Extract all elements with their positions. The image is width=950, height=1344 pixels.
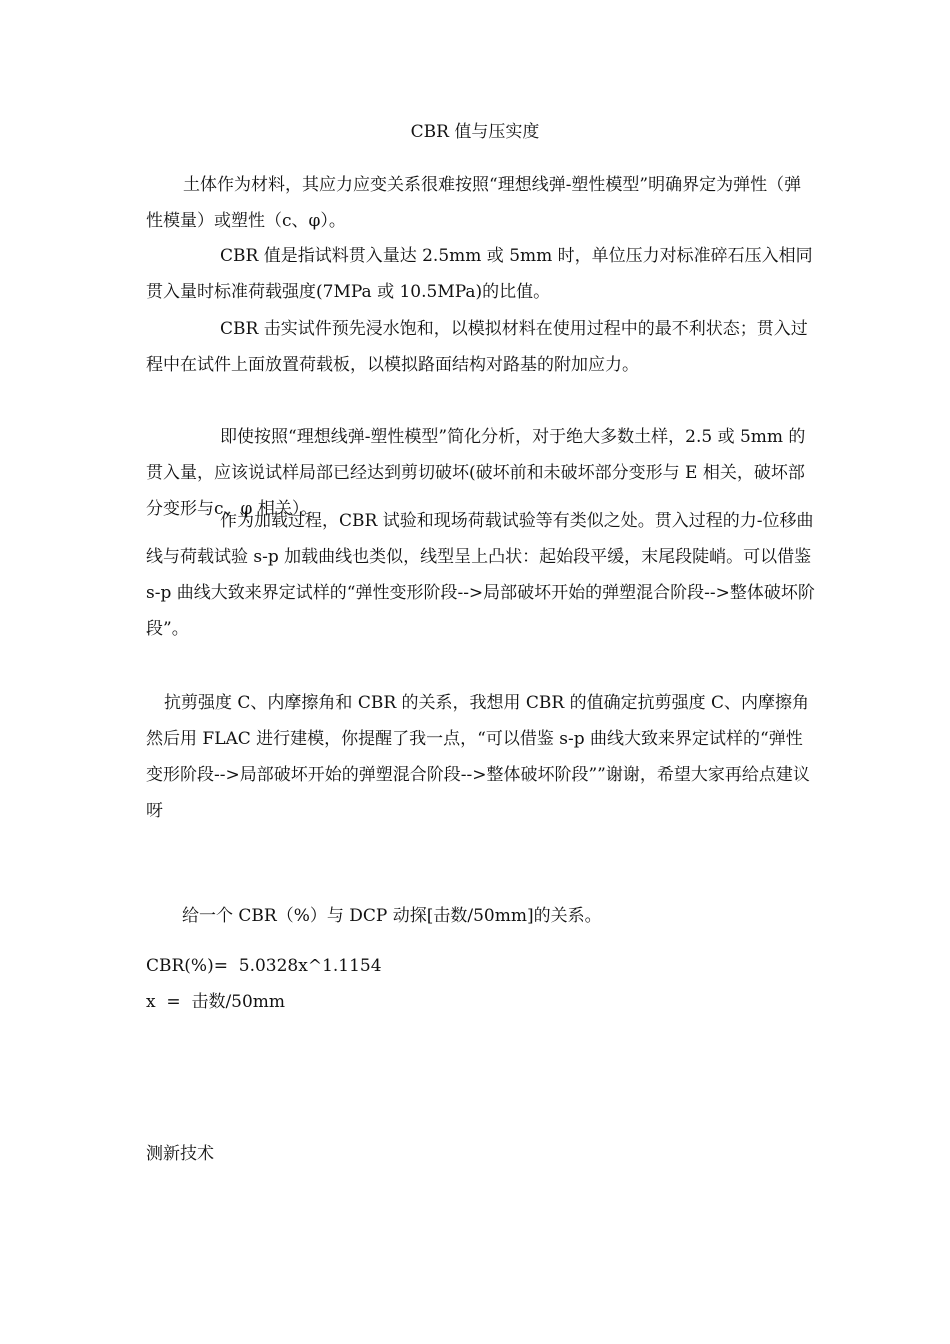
paragraph-cbr-soaking: CBR 击实试件预先浸水饱和，以模拟材料在使用过程中的最不利状态；贯入过程中在试件上面放置荷载板，以模拟路面结构对路基的附加应力。 <box>146 319 808 375</box>
paragraph-cbr-definition: CBR 值是指试料贯入量达 2.5mm 或 5mm 时，单位压力对标准碎石压入相同贯入量时标准荷载强度(7MPa 或 10.5MPa)的比值。 <box>146 246 813 302</box>
paragraph-shear-strength-question: 抗剪强度 C、内摩擦角和 CBR 的关系，我想用 CBR 的值确定抗剪强度 C、内摩擦角然后用 FLAC 进行建模，你提醒了我一点，“可以借鉴 s-p 曲线大致来界定试样的“弹性变形阶段-->局部破坏开始的弹塑混合阶段-->整体破坏阶段””谢谢，希望大家再给点建议呀 <box>146 693 810 821</box>
footer-text: 测新技术 <box>146 1144 214 1164</box>
paragraph-loading-process: 作为加载过程，CBR 试验和现场荷载试验等有类似之处。贯入过程的力-位移曲线与荷载试验 s-p 加载曲线也类似，线型呈上凸状：起始段平缓，末尾段陡峭。可以借鉴 s-p 曲线大致来界定试样的“弹性变形阶段-->局部破坏开始的弹塑混合阶段-->整体破坏阶段”。 <box>146 511 815 639</box>
paragraph-soil-material: 土体作为材料，其应力应变关系很难按照“理想线弹-塑性模型”明确界定为弹性（弹性模量）或塑性（c、φ）。 <box>146 175 802 231</box>
dcp-relation-intro: 给一个 CBR（%）与 DCP 动探[击数/50mm]的关系。 <box>182 906 602 926</box>
document-title: CBR 值与压实度 <box>410 122 540 142</box>
paragraph-penetration-analysis: 即使按照“理想线弹-塑性模型”简化分析，对于绝大多数土样，2.5 或 5mm 的贯入量，应该说试样局部已经达到剪切破坏(破坏前和未破坏部分变形与 E 相关，破坏部分变形与c、φ 相关）。 <box>146 427 806 519</box>
cbr-formula: CBR(%)= 5.0328x^1.1154 <box>146 956 382 976</box>
formula-x-definition: x = 击数/50mm <box>146 992 286 1012</box>
